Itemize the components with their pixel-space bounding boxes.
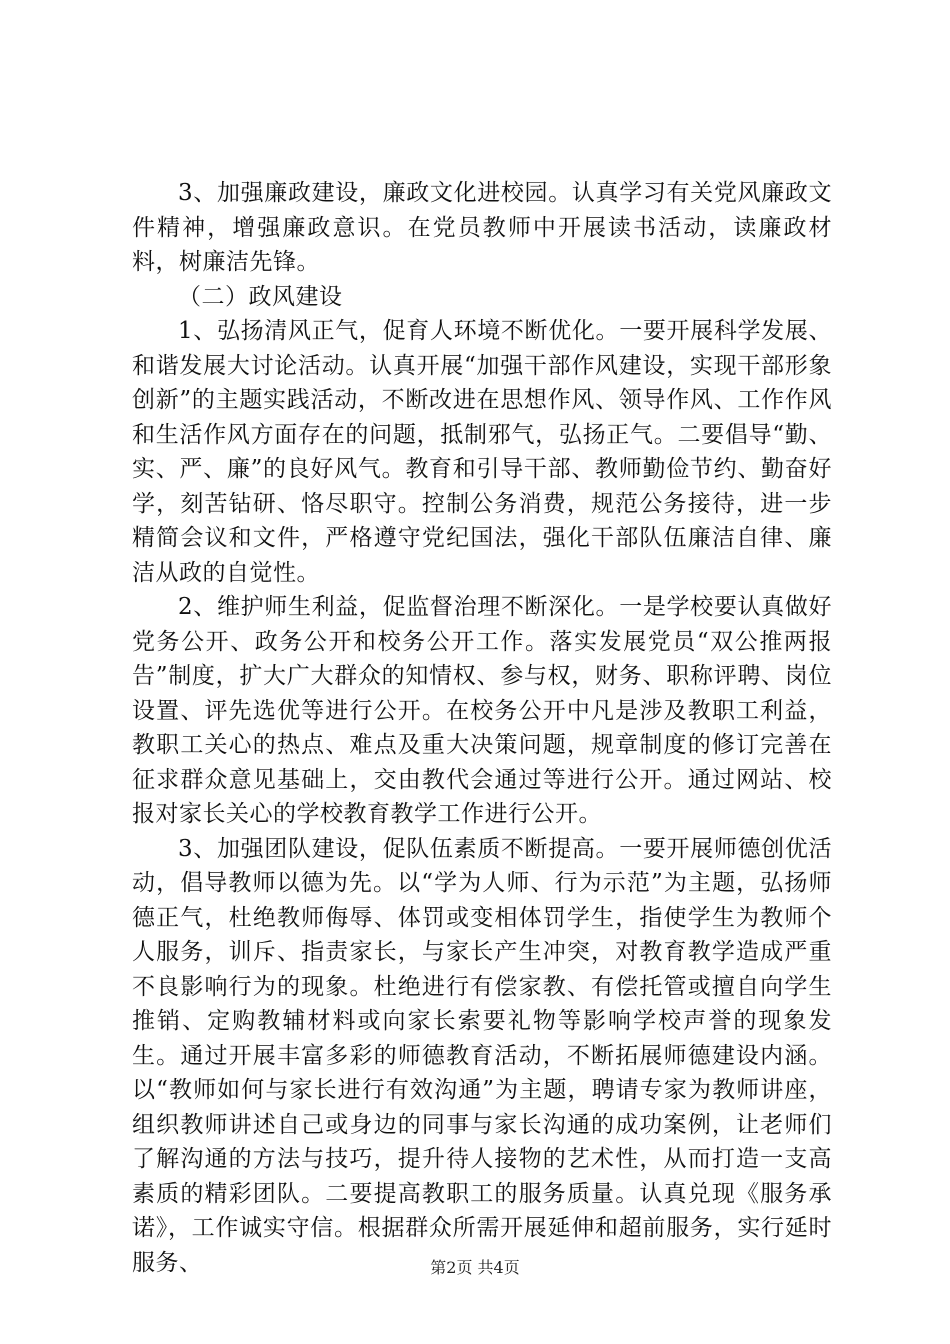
paragraph-team-building: 3、加强团队建设，促队伍素质不断提高。一要开展师德创优活动，倡导教师以德为先。以“学为人师、行为示范”为主题，弘扬师德正气，杜绝教师侮辱、体罚或变相体罚学生，指使学生为教师个人服务，训斥、指责家长，与家长产生冲突，对教育教学造成严重不良影响行为的现象。杜绝进行有偿家教、有偿托管或擅自向学生推销、定购教辅材料或向家长索要礼物等影响学校声誉的现象发生。通过开展丰富多彩的师德教育活动，不断拓展师德建设内涵。以“教师如何与家长进行有效沟通”为主题，聘请专家为教师讲座，组织教师讲述自己或身边的同事与家长沟通的成功案例，让老师们了解沟通的方法与技巧，提升待人接物的艺术性，从而打造一支高素质的精彩团队。二要提高教职工的服务质量。认真兑现《服务承诺》，工作诚实守信。根据群众所需开展延伸和超前服务，实行延时服务、	[132, 835, 832, 1276]
section-heading-government-conduct: （二）政风建设	[178, 283, 343, 310]
paragraph-interests-supervision: 2、维护师生利益，促监督治理不断深化。一是学校要认真做好党务公开、政务公开和校务公开工作。落实发展党员“双公推两报告”制度，扩大广大群众的知情权、参与权，财务、职称评聘、岗位设置、评先选优等进行公开。在校务公开中凡是涉及教职工利益，教职工关心的热点、难点及重大决策问题，规章制度的修订完善在征求群众意见基础上，交由教代会通过等进行公开。通过网站、校报对家长关心的学校教育教学工作进行公开。	[132, 594, 832, 827]
paragraph-clean-atmosphere: 1、弘扬清风正气，促育人环境不断优化。一要开展科学发展、和谐发展大讨论活动。认真开展“加强干部作风建设，实现干部形象创新”的主题实践活动，不断改进在思想作风、领导作风、工作作风和生活作风方面存在的问题，抵制邪气，弘扬正气。二要倡导“勤、实、严、廉”的良好风气。教育和引导干部、教师勤俭节约、勤奋好学，刻苦钻研、恪尽职守。控制公务消费，规范公务接待，进一步精简会议和文件，严格遵守党纪国法，强化干部队伍廉洁自律、廉洁从政的自觉性。	[132, 318, 832, 586]
document-body	[132, 176, 832, 1280]
page-number-footer: 第2页 共4页	[430, 1258, 520, 1277]
paragraph-anti-corruption: 3、加强廉政建设，廉政文化进校园。认真学习有关党风廉政文件精神，增强廉政意识。在党员教师中开展读书活动，读廉政材料，树廉洁先锋。	[132, 180, 832, 275]
